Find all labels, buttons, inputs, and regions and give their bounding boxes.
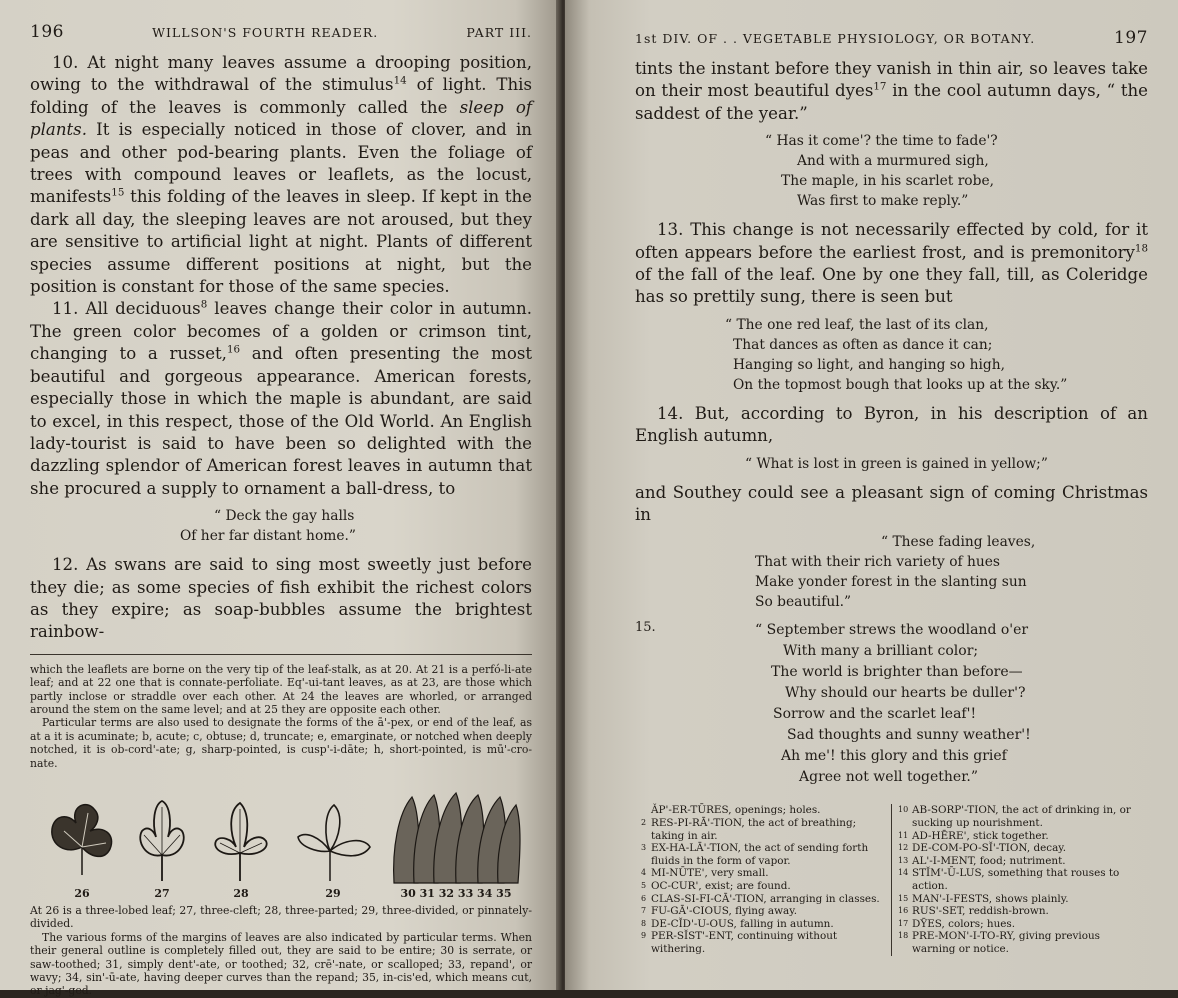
glossary-number: 3 — [641, 843, 647, 853]
part-label: PART III. — [466, 25, 532, 40]
footnote-ref-15: 15 — [111, 186, 125, 199]
quote-southey — [755, 532, 1148, 612]
figure-29 — [290, 797, 376, 900]
three-lobed-leaf-icon — [46, 797, 118, 885]
right-page-header — [635, 28, 1148, 48]
figure-label: 30 31 32 33 34 35 — [400, 887, 512, 900]
glossary-number: 11 — [898, 830, 909, 840]
verse-line: Hanging so light, and hanging so high, — [733, 356, 1005, 373]
glossary-number: 4 — [641, 868, 647, 878]
footnote-ref-17: 17 — [873, 80, 887, 93]
figure-label: 26 — [74, 887, 90, 900]
quote-september — [755, 620, 1031, 788]
verse-line: That with their rich variety of hues — [755, 554, 1001, 571]
glossary-number: 8 — [641, 918, 647, 928]
leaf-figures — [46, 780, 522, 900]
glossary-text: STĬM'-Ū-LUS, something that rouses to action. — [912, 867, 1120, 893]
p10-text-a: 10. At night many leaves assume a drooping position, owing to the withdrawal of the stimulus — [30, 53, 532, 95]
glossary-item — [641, 867, 885, 880]
glossary-item — [898, 918, 1142, 931]
verse-line: And with a murmured sigh, — [797, 153, 989, 170]
glossary-text: ǍP'-ER-TŪRES, openings; holes. — [651, 804, 821, 817]
verse-line: Ah me'! this glory and this grief — [781, 748, 1007, 765]
glossary-number: 7 — [641, 906, 647, 916]
glossary-item — [898, 867, 1142, 892]
glossary-item — [641, 930, 885, 955]
quote-deck-the-halls — [180, 506, 532, 546]
three-divided-leaf-icon — [290, 797, 376, 885]
verse-line: “ The one red leaf, the last of its clan, — [725, 316, 989, 333]
glossary-item — [898, 905, 1142, 918]
footnote-ref-16: 16 — [226, 343, 241, 356]
pcont-text-b: in the cool autumn days, “ the saddest of the year.” — [635, 81, 1148, 123]
verse-line: “ Deck the gay halls — [214, 508, 355, 525]
verse-line: That dances as often as dance it can; — [733, 336, 993, 353]
glossary-item — [641, 804, 885, 817]
figure-28 — [206, 797, 276, 900]
glossary-text: DE-CĬD'-U-OUS, falling in autumn. — [651, 917, 834, 930]
paragraph-14-continued: and Southey could see a pleasant sign of coming Christmas in — [635, 482, 1148, 525]
footnote-lobed: At 26 is a three-lobed leaf; 27, three-cleft; 28, three-parted; 29, three-divided, or pinnately-divided. — [30, 904, 532, 931]
footnote-divider — [30, 654, 532, 655]
p10-text-d: this folding of the leaves in sleep. If kept in the dark all day, the sleeping leaves are not aroused, but they are sensitive to artificial light at night. Plants of different species assume different positions at night, but the position is constant for those of the same species. — [30, 187, 532, 297]
verse-line: So beautiful.” — [755, 594, 852, 611]
p11-text-b: leaves change their color in autumn. The green color becomes of a golden or crimson tint, changing to a russet, — [30, 299, 532, 364]
quote-has-it-come — [765, 131, 1148, 211]
verse-line: “ September strews the woodland o'er — [755, 622, 1029, 639]
glossary — [635, 804, 1148, 955]
glossary-item — [898, 830, 1142, 843]
verse-line: “ What is lost in green is gained in yellow;” — [745, 455, 1048, 472]
glossary-item — [641, 918, 885, 931]
verse-line: Sorrow and the scarlet leaf'! — [773, 706, 977, 723]
verse-line: Make yonder forest in the slanting sun — [755, 574, 1027, 591]
glossary-text: PER-SĬST'-ENT, continuing without withering. — [651, 930, 838, 955]
figure-label: 28 — [233, 887, 249, 900]
verse-line: The maple, in his scarlet robe, — [781, 173, 994, 190]
glossary-column-left — [635, 804, 891, 955]
glossary-text: CLAS-SI-FI-CĀ'-TION, arranging in classes. — [651, 892, 880, 905]
three-parted-leaf-icon — [206, 797, 276, 885]
verse-line: With many a brilliant color; — [783, 643, 979, 660]
figure-label: 29 — [325, 887, 341, 900]
glossary-number: 12 — [898, 843, 909, 853]
glossary-item — [641, 905, 885, 918]
glossary-number: 10 — [898, 805, 909, 815]
footnote-margins: The various forms of the margins of leaves are also indicated by particular terms. When their general outline is completely filled out, they are said to be entire; 30 is serrate, or saw-toothed; 31, simply dent'-ate, or toothed; 32, crē'-nate, or scalloped; 33, repand', or wavy; 34, sin'-ū-ate, having deeper curves than the repand; 35, in-cis'ed, which means cut, or jag'-ged. — [30, 930, 532, 998]
figure-27 — [132, 797, 192, 900]
paragraph-12: 12. As swans are said to sing most sweetly just before they die; as some species of fish exhibit the richest colors as they expire; as soap-bubbles assume the brightest rainbow- — [30, 555, 532, 642]
p11-text-a: 11. All deciduous — [52, 299, 201, 319]
glossary-text: RUS'-SET, reddish-brown. — [912, 905, 1049, 918]
paragraph-15-number: 15. — [635, 620, 656, 636]
glossary-number — [641, 804, 651, 817]
glossary-number: 17 — [898, 918, 909, 928]
glossary-number: 2 — [641, 818, 647, 828]
pcont-text-a: tints the instant before they vanish in thin air, so leaves take on their most beautiful dyes — [635, 59, 1148, 101]
p11-text-c: and often presenting the most beautiful and gorgeous appearance. American forests, especially those in which the maple is abundant, are said to excel, in this respect, those of the Old World. An English lady-tourist is said to have been so delighted with the dazzling splendor of American forest leaves in autumn that she procured a supply to ornament a ball-dress, to — [30, 344, 532, 498]
paragraph-14: 14. But, according to Byron, in his description of an English autumn, — [635, 403, 1148, 446]
glossary-text: MAN'-I-FESTS, shows plainly. — [912, 892, 1069, 905]
paragraph-continued — [635, 58, 1148, 125]
verse-line: On the topmost bough that looks up at the sky.” — [733, 376, 1068, 393]
verse-line: Sad thoughts and sunny weather'! — [787, 727, 1031, 744]
running-title-right: 1st DIV. OF . . VEGETABLE PHYSIOLOGY, OR BOTANY. — [635, 31, 1036, 46]
right-page — [565, 0, 1178, 990]
p10-italic: sleep of plants. — [30, 97, 532, 140]
glossary-text: AL'-I-MENT, food; nutriment. — [912, 854, 1066, 867]
glossary-text: DȲES, colors; hues. — [912, 917, 1016, 930]
paragraph-10 — [30, 52, 532, 298]
page-number-right: 197 — [1114, 28, 1148, 48]
verse-line: The world is brighter than before— — [771, 664, 1023, 681]
figure-26 — [46, 797, 118, 900]
left-page-header — [30, 22, 532, 42]
glossary-item — [641, 842, 885, 867]
glossary-item — [898, 855, 1142, 868]
glossary-item — [898, 804, 1142, 829]
glossary-number: 9 — [641, 931, 647, 941]
footnote-apex: Particular terms are also used to designate the forms of the ā'-pex, or end of the leaf, as at a it is acuminate; b, acute; c, obtuse; d, truncate; e, emarginate, or notched when deeply notched, it is ob-cord'-ate; g, sharp-pointed, is cusp'-i-dāte; h, short-pointed, is mū'-cro-nate. — [30, 716, 532, 770]
p10-text-c: It is especially noticed in those of clover, and in peas and other pod-bearing plants. Even the foliage of trees with compound leaves or leaflets, as the locust, manifests — [30, 120, 532, 207]
glossary-item — [641, 880, 885, 893]
glossary-item — [898, 930, 1142, 955]
glossary-item — [641, 893, 885, 906]
p13-text-b: of the fall of the leaf. One by one they fall, till, as Coleridge has so prettily sung, there is seen but — [635, 265, 1148, 307]
quote-byron — [745, 454, 1148, 474]
glossary-item — [898, 842, 1142, 855]
glossary-item — [641, 817, 885, 842]
verse-line: “ These fading leaves, — [881, 534, 1036, 551]
figure-30-35 — [390, 789, 522, 900]
glossary-text: AB-SORP'-TION, the act of drinking in, or sucking up nourishment. — [912, 804, 1131, 830]
paragraph-11 — [30, 298, 532, 500]
glossary-column-right — [891, 804, 1148, 955]
verse-line: Why should our hearts be duller'? — [785, 685, 1026, 702]
verse-line: Was first to make reply.” — [797, 193, 969, 210]
verse-line: Agree not well together.” — [799, 769, 978, 786]
verse-line: “ Has it come'? the time to fade'? — [765, 133, 998, 150]
footnote-ref-18: 18 — [1134, 242, 1148, 255]
page-number-left: 196 — [30, 22, 64, 42]
quote-one-red-leaf — [725, 315, 1148, 395]
footnote-leaflets: which the leaflets are borne on the very tip of the leaf-stalk, as at 20. At 21 is a perfó-li-ate leaf; and at 22 one that is connate-perfoliate. Eq'-ui-tant leaves, as at 23, are those which partly inclose or straddle over each other. At 24 the leaves are whorled, or arranged around the stem on the same level; and at 25 they are opposite each other. — [30, 662, 532, 716]
glossary-number: 13 — [898, 855, 909, 865]
three-cleft-leaf-icon — [132, 797, 192, 885]
paragraph-15 — [635, 620, 1148, 794]
glossary-text: OC-CUR', exist; are found. — [651, 880, 791, 893]
footnote-ref-14: 14 — [393, 74, 407, 87]
glossary-number: 5 — [641, 881, 647, 891]
paragraph-13 — [635, 219, 1148, 309]
glossary-text: AD-HĒRE', stick together. — [912, 829, 1049, 842]
glossary-number: 6 — [641, 893, 647, 903]
glossary-text: EX-HA-LĀ'-TION, the act of sending forth fluids in the form of vapor. — [651, 842, 869, 867]
glossary-text: RES-PI-RĀ'-TION, the act of breathing; taking in air. — [651, 817, 857, 842]
left-page — [0, 0, 560, 998]
p13-text-a: 13. This change is not necessarily effected by cold, for it often appears before the earliest frost, and is premonitory — [635, 220, 1148, 262]
running-title-left: WILLSON'S FOURTH READER. — [152, 25, 379, 40]
glossary-text: PRE-MON'-I-TO-RY, giving previous warning or notice. — [912, 930, 1100, 955]
glossary-text: MI-NŪTE', very small. — [651, 867, 769, 880]
glossary-text: DE-COM-PO-SĬ'-TION, decay. — [912, 842, 1067, 855]
footnote-ref-8: 8 — [200, 298, 208, 311]
figure-label: 27 — [154, 887, 170, 900]
p10-text-b: of light. This folding of the leaves is commonly called the — [30, 75, 532, 117]
glossary-number: 15 — [898, 893, 909, 903]
glossary-number: 14 — [898, 868, 909, 878]
glossary-item — [898, 893, 1142, 906]
glossary-number: 18 — [898, 931, 909, 941]
verse-line: Of her far distant home.” — [180, 528, 356, 545]
glossary-number: 16 — [898, 906, 909, 916]
leaf-margins-icon — [390, 789, 522, 885]
glossary-text: FU-GĀ'-CIOUS, flying away. — [651, 905, 797, 918]
